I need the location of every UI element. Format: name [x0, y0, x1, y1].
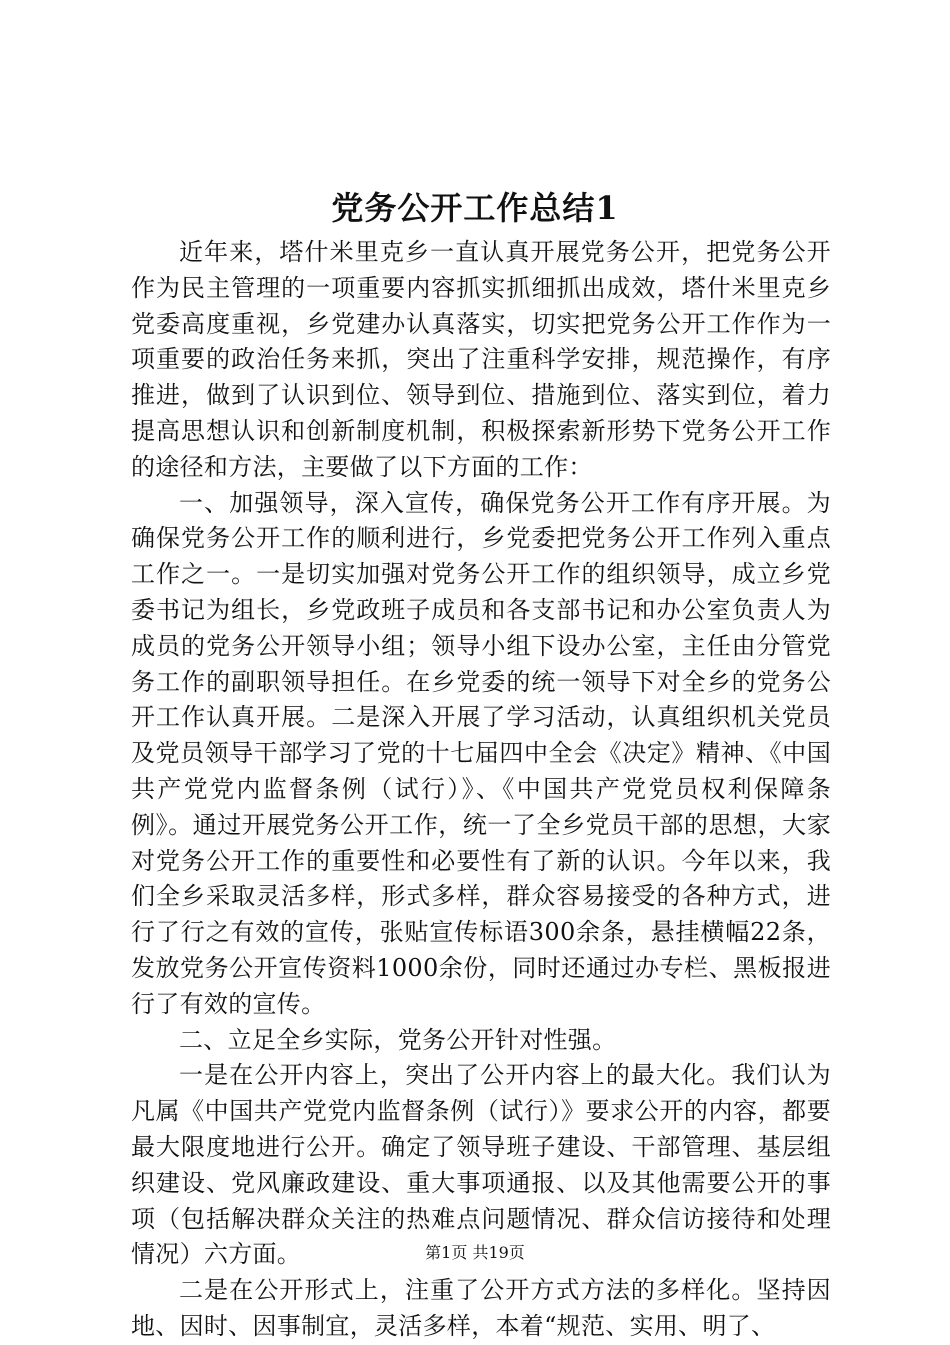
document-title: 党务公开工作总结1 — [331, 189, 619, 227]
paragraph-section-2-heading: 二、立足全乡实际，党务公开针对性强。 — [179, 1025, 617, 1054]
paragraph-intro: 近年来，塔什米里克乡一直认真开展党务公开，把党务公开作为民主管理的一项重要内容抓实抓细抓出成效，塔什米里克乡党委高度重视，乡党建办认真落实，切实把党务公开工作作为一项重要的政治任务来抓，突出了注重科学安排，规范操作，有序推进，做到了认识到位、领导到位、措施到位、落实到位，着力提高思想认识和创新制度机制，积极探索新形势下党务公开工作的途径和方法，主要做了以下方面的工作： — [131, 238, 831, 481]
paragraph-section-2-content: 一是在公开内容上，突出了公开内容上的最大化。我们认为凡属《中国共产党党内监督条例（试行）》要求公开的内容，都要最大限度地进行公开。确定了领导班子建设、干部管理、基层组织建设、党风廉政建设、重大事项通报、以及其他需要公开的事项（包括解决群众关注的热难点问题情况、群众信访接待和处理情况）六方面。 — [131, 1061, 831, 1269]
paragraph-section-1: 一、加强领导，深入宣传，确保党务公开工作有序开展。为确保党务公开工作的顺利进行，乡党委把党务公开工作列入重点工作之一。一是切实加强对党务公开工作的组织领导，成立乡党委书记为组长，乡党政班子成员和各支部书记和办公室负责人为成员的党务公开领导小组；领导小组下设办公室，主任由分管党务工作的副职领导担任。在乡党委的统一领导下对全乡的党务公开工作认真开展。二是深入开展了学习活动，认真组织机关党员及党员领导干部学习了党的十七届四中全会《决定》精神、《中国共产党党内监督条例（试行）》、《中国共产党党员权利保障条例》。通过开展党务公开工作，统一了全乡党员干部的思想，大家对党务公开工作的重要性和必要性有了新的认识。今年以来，我们全乡采取灵活多样，形式多样，群众容易接受的各种方式，进行了行之有效的宣传，张贴宣传标语300余条，悬挂横幅22条，发放党务公开宣传资料1000余份，同时还通过办专栏、黑板报进行了有效的宣传。 — [131, 488, 831, 1018]
paragraph-section-2-form: 二是在公开形式上，注重了公开方式方法的多样化。坚持因地、因时、因事制宜，灵活多样，本着“规范、实用、明了、 — [131, 1276, 831, 1340]
document-body — [131, 235, 831, 1345]
page-number-footer: 第1页 共19页 — [425, 1243, 525, 1262]
